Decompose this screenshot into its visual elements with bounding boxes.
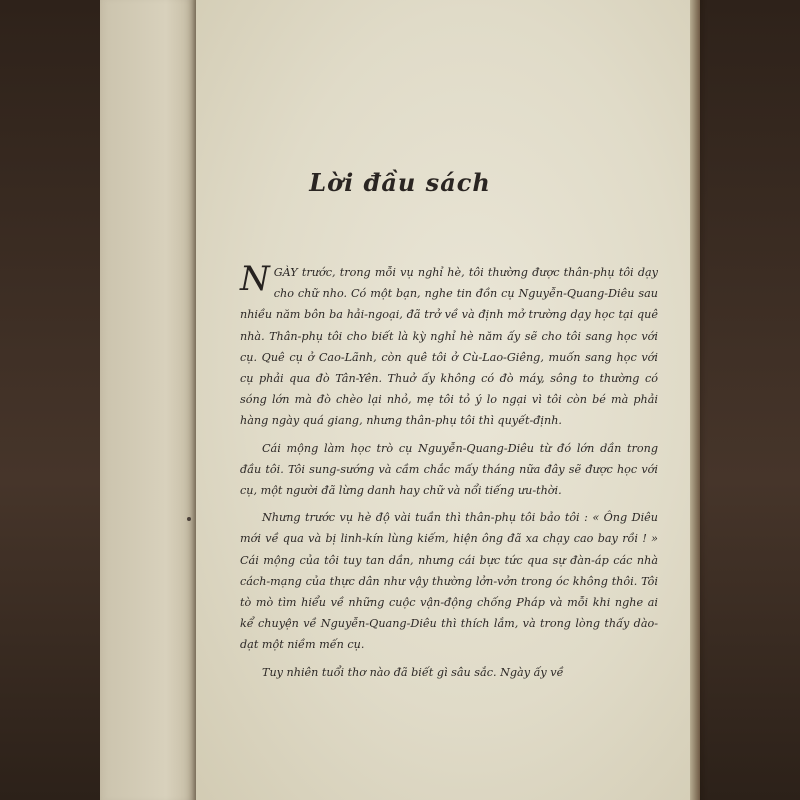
paragraph-3: Nhưng trước vụ hè độ vài tuần thì thân-phụ tôi bảo tôi : « Ông Diêu mới về qua và bị linh-kín lùng kiếm, hiện ông đã xa chạy cao bay rồi ! » Cái mộng của tôi tuy tan dần, nhưng cái bực tức qua sự đàn-áp các nhà cách-mạng của thực dân như vậy thường lởn-vởn trong óc không thôi. Tôi tò mò tìm hiểu về những cuộc vận-động chống Pháp và mỗi khi nghe ai kể chuyện về Nguyễn-Quang-Diêu thì thích lắm, và trong lòng thấy dào-dạt một niềm mến cụ. [240,511,658,652]
paragraph-2: Cái mộng làm học trò cụ Nguyễn-Quang-Diêu từ đó lớn dần trong đầu tôi. Tôi sung-sướng và cầm chắc mấy tháng nữa đây sẽ được học với cụ, một người đã lừng danh hay chữ và nổi tiếng ưu-thời. [240,441,658,498]
ink-dot [187,517,191,521]
page-edge [690,0,700,800]
page-title: Lời đầu sách [309,168,491,197]
paragraph-1 [240,259,658,432]
body-text [240,259,658,683]
paragraph-1-text: GÀY trước, trong mỗi vụ nghỉ hè, tôi thường được thân-phụ tôi dạy cho chữ nho. Có một bạn, nghe tin đồn cụ Nguyễn-Quang-Diêu sau nhiều năm bôn ba hải-ngoại, đã trở về và định mở trường dạy học tại quê nhà. Thân-phụ tôi cho biết là kỳ nghỉ hè năm ấy sẽ cho tôi sang học với cụ. Quê cụ ở Cao-Lãnh, còn quê tôi ở Cù-Lao-Giêng, muốn sang học với cụ phải qua đò Tân-Yên. Thuở ấy không có đò máy, sông to thường có sóng lớn mà đò chèo lại nhỏ, mẹ tôi tỏ ý lo ngại vì tôi còn bé mà phải hàng ngày quá giang, nhưng thân-phụ tôi thì quyết-định. [240,266,658,428]
drop-cap: N [240,259,270,299]
paragraph-4: Tuy nhiên tuổi thơ nào đã biết gì sâu sắc. Ngày ấy về [262,665,564,679]
